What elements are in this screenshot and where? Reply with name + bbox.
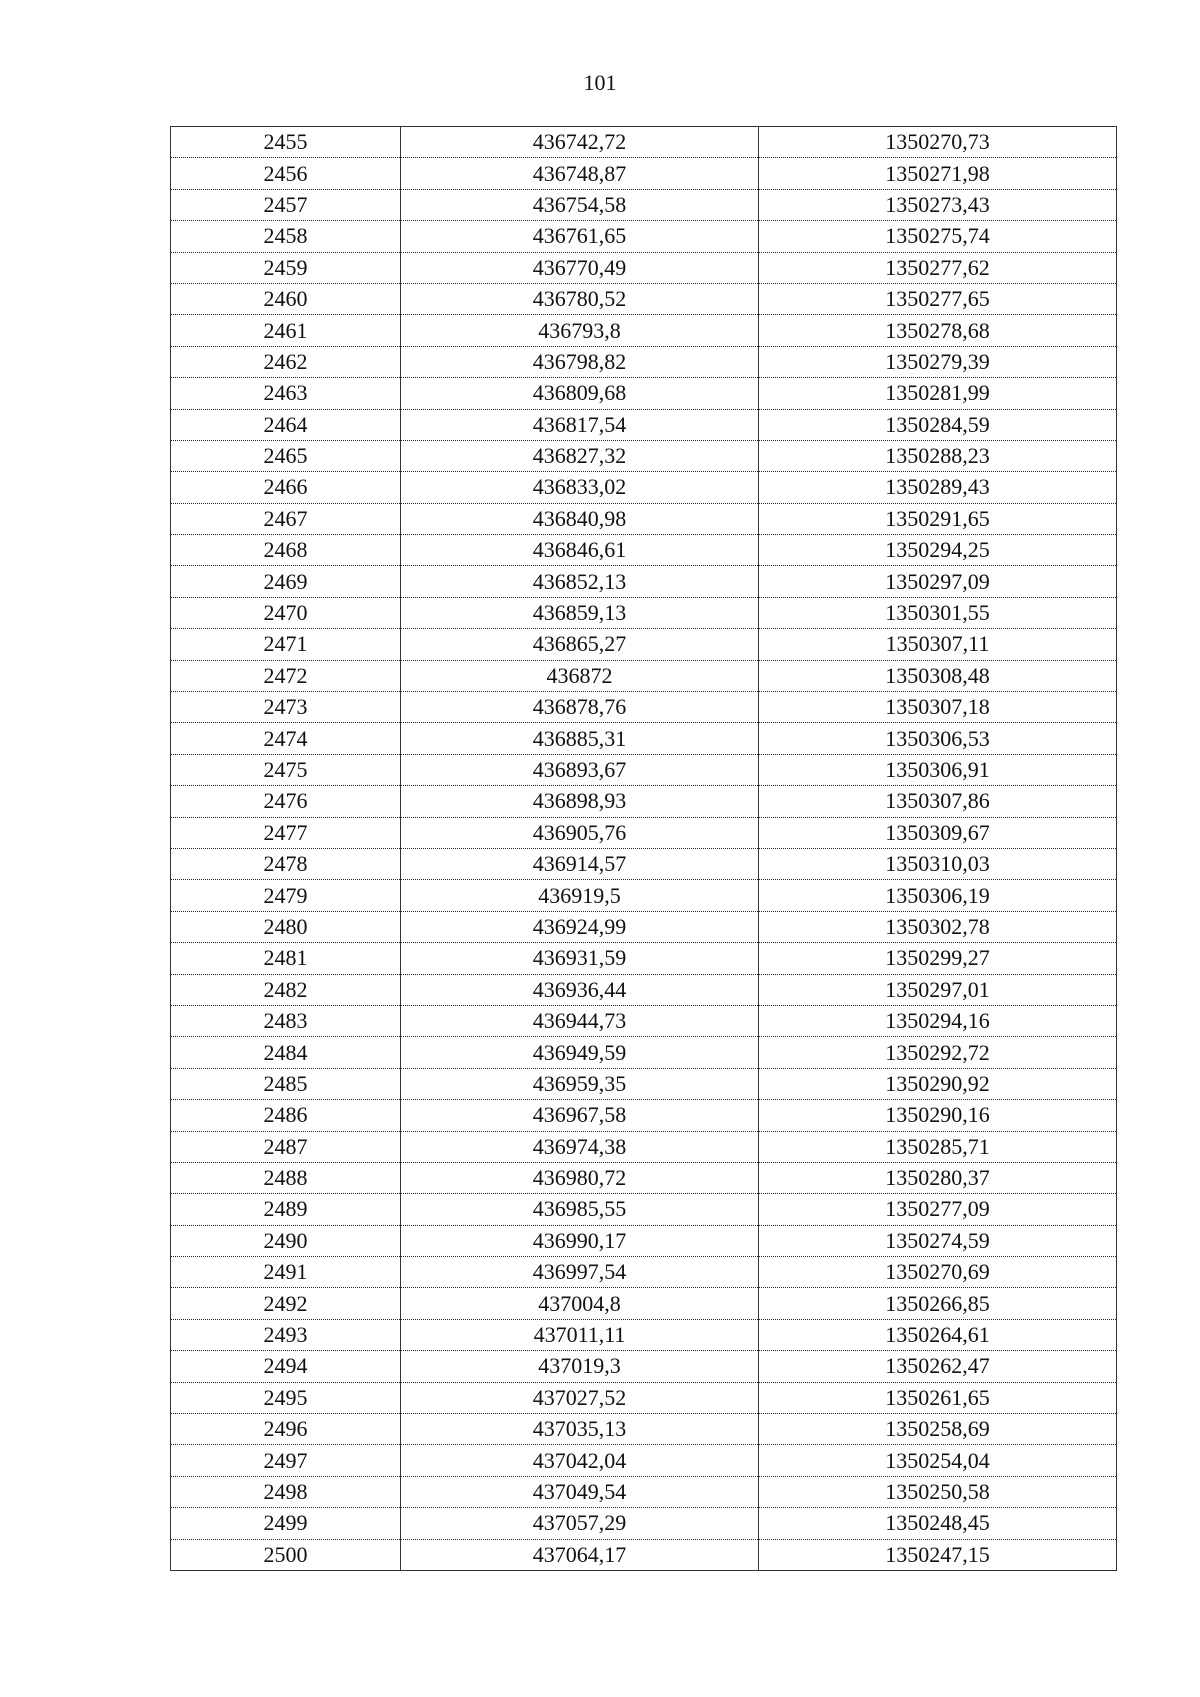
x-coordinate-cell: 436761,65 [401, 221, 759, 252]
table-row [171, 1319, 1117, 1350]
x-coordinate-cell: 436974,38 [401, 1131, 759, 1162]
x-coordinate-cell: 436919,5 [401, 880, 759, 911]
y-coordinate-cell: 1350306,53 [759, 723, 1117, 754]
y-coordinate-cell: 1350273,43 [759, 189, 1117, 220]
table-row [171, 911, 1117, 942]
table-row [171, 786, 1117, 817]
point-number-cell: 2458 [171, 221, 401, 252]
table-row [171, 597, 1117, 628]
point-number-cell: 2462 [171, 346, 401, 377]
x-coordinate-cell: 437019,3 [401, 1351, 759, 1382]
y-coordinate-cell: 1350289,43 [759, 472, 1117, 503]
table-row [171, 1445, 1117, 1476]
point-number-cell: 2491 [171, 1257, 401, 1288]
y-coordinate-cell: 1350277,09 [759, 1194, 1117, 1225]
point-number-cell: 2477 [171, 817, 401, 848]
y-coordinate-cell: 1350285,71 [759, 1131, 1117, 1162]
point-number-cell: 2482 [171, 974, 401, 1005]
y-coordinate-cell: 1350250,58 [759, 1476, 1117, 1507]
table-row [171, 1414, 1117, 1445]
point-number-cell: 2494 [171, 1351, 401, 1382]
x-coordinate-cell: 436754,58 [401, 189, 759, 220]
point-number-cell: 2459 [171, 252, 401, 283]
table-row [171, 629, 1117, 660]
table-row [171, 1257, 1117, 1288]
y-coordinate-cell: 1350281,99 [759, 378, 1117, 409]
x-coordinate-cell: 436878,76 [401, 692, 759, 723]
point-number-cell: 2493 [171, 1319, 401, 1350]
x-coordinate-cell: 436859,13 [401, 597, 759, 628]
x-coordinate-cell: 436840,98 [401, 503, 759, 534]
y-coordinate-cell: 1350261,65 [759, 1382, 1117, 1413]
table-row [171, 1037, 1117, 1068]
y-coordinate-cell: 1350301,55 [759, 597, 1117, 628]
x-coordinate-cell: 436936,44 [401, 974, 759, 1005]
point-number-cell: 2479 [171, 880, 401, 911]
table-row [171, 378, 1117, 409]
point-number-cell: 2469 [171, 566, 401, 597]
point-number-cell: 2468 [171, 535, 401, 566]
x-coordinate-cell: 436959,35 [401, 1068, 759, 1099]
y-coordinate-cell: 1350248,45 [759, 1508, 1117, 1539]
x-coordinate-cell: 436905,76 [401, 817, 759, 848]
point-number-cell: 2474 [171, 723, 401, 754]
table-row [171, 409, 1117, 440]
table-row [171, 754, 1117, 785]
table-row [171, 252, 1117, 283]
table-row [171, 1288, 1117, 1319]
x-coordinate-cell: 437011,11 [401, 1319, 759, 1350]
point-number-cell: 2472 [171, 660, 401, 691]
y-coordinate-cell: 1350290,92 [759, 1068, 1117, 1099]
x-coordinate-cell: 436967,58 [401, 1100, 759, 1131]
point-number-cell: 2456 [171, 158, 401, 189]
x-coordinate-cell: 436997,54 [401, 1257, 759, 1288]
x-coordinate-cell: 437027,52 [401, 1382, 759, 1413]
point-number-cell: 2473 [171, 692, 401, 723]
x-coordinate-cell: 436780,52 [401, 283, 759, 314]
x-coordinate-cell: 437049,54 [401, 1476, 759, 1507]
table-row [171, 283, 1117, 314]
x-coordinate-cell: 436865,27 [401, 629, 759, 660]
point-number-cell: 2486 [171, 1100, 401, 1131]
table-row [171, 1508, 1117, 1539]
table-row [171, 943, 1117, 974]
y-coordinate-cell: 1350274,59 [759, 1225, 1117, 1256]
table-row [171, 503, 1117, 534]
x-coordinate-cell: 436931,59 [401, 943, 759, 974]
x-coordinate-cell: 436893,67 [401, 754, 759, 785]
x-coordinate-cell: 436872 [401, 660, 759, 691]
table-row [171, 158, 1117, 189]
table-row [171, 1476, 1117, 1507]
point-number-cell: 2470 [171, 597, 401, 628]
point-number-cell: 2455 [171, 127, 401, 158]
point-number-cell: 2480 [171, 911, 401, 942]
x-coordinate-cell: 436914,57 [401, 848, 759, 879]
x-coordinate-cell: 437035,13 [401, 1414, 759, 1445]
table-row [171, 1162, 1117, 1193]
table-row [171, 1100, 1117, 1131]
y-coordinate-cell: 1350306,19 [759, 880, 1117, 911]
x-coordinate-cell: 436898,93 [401, 786, 759, 817]
x-coordinate-cell: 436748,87 [401, 158, 759, 189]
table-row [171, 315, 1117, 346]
point-number-cell: 2489 [171, 1194, 401, 1225]
x-coordinate-cell: 436985,55 [401, 1194, 759, 1225]
x-coordinate-cell: 437057,29 [401, 1508, 759, 1539]
coordinates-table [170, 126, 1117, 1571]
table-row [171, 1225, 1117, 1256]
x-coordinate-cell: 436846,61 [401, 535, 759, 566]
point-number-cell: 2496 [171, 1414, 401, 1445]
x-coordinate-cell: 436924,99 [401, 911, 759, 942]
point-number-cell: 2465 [171, 440, 401, 471]
y-coordinate-cell: 1350277,62 [759, 252, 1117, 283]
table-row [171, 848, 1117, 879]
x-coordinate-cell: 436944,73 [401, 1005, 759, 1036]
x-coordinate-cell: 436949,59 [401, 1037, 759, 1068]
point-number-cell: 2500 [171, 1539, 401, 1570]
table-row [171, 1068, 1117, 1099]
y-coordinate-cell: 1350309,67 [759, 817, 1117, 848]
y-coordinate-cell: 1350258,69 [759, 1414, 1117, 1445]
x-coordinate-cell: 436798,82 [401, 346, 759, 377]
table-row [171, 535, 1117, 566]
y-coordinate-cell: 1350294,16 [759, 1005, 1117, 1036]
y-coordinate-cell: 1350297,01 [759, 974, 1117, 1005]
x-coordinate-cell: 436980,72 [401, 1162, 759, 1193]
y-coordinate-cell: 1350307,18 [759, 692, 1117, 723]
table-row [171, 660, 1117, 691]
y-coordinate-cell: 1350308,48 [759, 660, 1117, 691]
x-coordinate-cell: 436809,68 [401, 378, 759, 409]
y-coordinate-cell: 1350279,39 [759, 346, 1117, 377]
y-coordinate-cell: 1350291,65 [759, 503, 1117, 534]
x-coordinate-cell: 436742,72 [401, 127, 759, 158]
point-number-cell: 2485 [171, 1068, 401, 1099]
y-coordinate-cell: 1350297,09 [759, 566, 1117, 597]
y-coordinate-cell: 1350307,86 [759, 786, 1117, 817]
x-coordinate-cell: 436833,02 [401, 472, 759, 503]
table-row [171, 1382, 1117, 1413]
y-coordinate-cell: 1350264,61 [759, 1319, 1117, 1350]
point-number-cell: 2488 [171, 1162, 401, 1193]
table-row [171, 692, 1117, 723]
y-coordinate-cell: 1350310,03 [759, 848, 1117, 879]
point-number-cell: 2471 [171, 629, 401, 660]
table-row [171, 1131, 1117, 1162]
table-row [171, 1005, 1117, 1036]
y-coordinate-cell: 1350302,78 [759, 911, 1117, 942]
table-row [171, 127, 1117, 158]
y-coordinate-cell: 1350292,72 [759, 1037, 1117, 1068]
x-coordinate-cell: 436817,54 [401, 409, 759, 440]
point-number-cell: 2490 [171, 1225, 401, 1256]
y-coordinate-cell: 1350290,16 [759, 1100, 1117, 1131]
table-row [171, 817, 1117, 848]
point-number-cell: 2464 [171, 409, 401, 440]
table-row [171, 189, 1117, 220]
point-number-cell: 2475 [171, 754, 401, 785]
y-coordinate-cell: 1350288,23 [759, 440, 1117, 471]
table-row [171, 974, 1117, 1005]
table-row [171, 1351, 1117, 1382]
x-coordinate-cell: 436852,13 [401, 566, 759, 597]
point-number-cell: 2463 [171, 378, 401, 409]
point-number-cell: 2499 [171, 1508, 401, 1539]
y-coordinate-cell: 1350277,65 [759, 283, 1117, 314]
point-number-cell: 2476 [171, 786, 401, 817]
y-coordinate-cell: 1350284,59 [759, 409, 1117, 440]
y-coordinate-cell: 1350254,04 [759, 1445, 1117, 1476]
x-coordinate-cell: 436770,49 [401, 252, 759, 283]
point-number-cell: 2492 [171, 1288, 401, 1319]
point-number-cell: 2457 [171, 189, 401, 220]
table-row [171, 566, 1117, 597]
point-number-cell: 2495 [171, 1382, 401, 1413]
point-number-cell: 2478 [171, 848, 401, 879]
y-coordinate-cell: 1350271,98 [759, 158, 1117, 189]
x-coordinate-cell: 437004,8 [401, 1288, 759, 1319]
page-number: 101 [583, 70, 617, 95]
y-coordinate-cell: 1350247,15 [759, 1539, 1117, 1570]
x-coordinate-cell: 436990,17 [401, 1225, 759, 1256]
point-number-cell: 2466 [171, 472, 401, 503]
table-row [171, 723, 1117, 754]
table-row [171, 221, 1117, 252]
y-coordinate-cell: 1350262,47 [759, 1351, 1117, 1382]
point-number-cell: 2460 [171, 283, 401, 314]
y-coordinate-cell: 1350306,91 [759, 754, 1117, 785]
point-number-cell: 2481 [171, 943, 401, 974]
y-coordinate-cell: 1350275,74 [759, 221, 1117, 252]
coordinates-table-body [171, 127, 1117, 1571]
table-row [171, 1539, 1117, 1570]
y-coordinate-cell: 1350294,25 [759, 535, 1117, 566]
y-coordinate-cell: 1350270,69 [759, 1257, 1117, 1288]
point-number-cell: 2497 [171, 1445, 401, 1476]
y-coordinate-cell: 1350280,37 [759, 1162, 1117, 1193]
x-coordinate-cell: 436793,8 [401, 315, 759, 346]
point-number-cell: 2498 [171, 1476, 401, 1507]
point-number-cell: 2483 [171, 1005, 401, 1036]
table-row [171, 880, 1117, 911]
y-coordinate-cell: 1350278,68 [759, 315, 1117, 346]
table-row [171, 1194, 1117, 1225]
table-row [171, 440, 1117, 471]
point-number-cell: 2487 [171, 1131, 401, 1162]
x-coordinate-cell: 436827,32 [401, 440, 759, 471]
table-row [171, 346, 1117, 377]
y-coordinate-cell: 1350299,27 [759, 943, 1117, 974]
y-coordinate-cell: 1350266,85 [759, 1288, 1117, 1319]
point-number-cell: 2461 [171, 315, 401, 346]
point-number-cell: 2484 [171, 1037, 401, 1068]
x-coordinate-cell: 437064,17 [401, 1539, 759, 1570]
point-number-cell: 2467 [171, 503, 401, 534]
x-coordinate-cell: 436885,31 [401, 723, 759, 754]
y-coordinate-cell: 1350270,73 [759, 127, 1117, 158]
table-row [171, 472, 1117, 503]
x-coordinate-cell: 437042,04 [401, 1445, 759, 1476]
y-coordinate-cell: 1350307,11 [759, 629, 1117, 660]
